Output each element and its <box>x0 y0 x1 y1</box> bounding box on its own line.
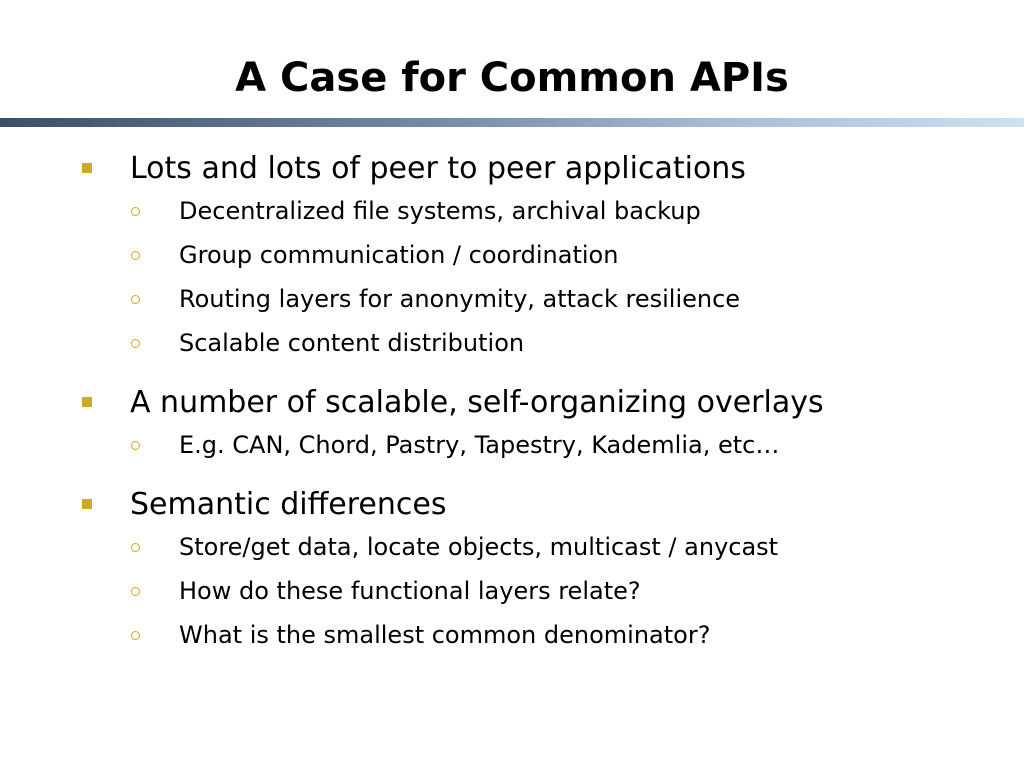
sub-bullet-item <box>0 572 1024 616</box>
circle-bullet-icon <box>131 587 140 596</box>
title-divider <box>0 118 1024 127</box>
square-bullet-icon <box>82 499 92 509</box>
square-bullet-icon <box>82 163 92 173</box>
bullet-item <box>0 144 1024 192</box>
sub-bullet-item <box>0 192 1024 236</box>
bullet-item <box>0 480 1024 528</box>
sub-bullet-text: Scalable content distribution <box>179 329 525 357</box>
bullet-text: Semantic differences <box>130 487 447 522</box>
sub-bullet-text: What is the smallest common denominator? <box>179 621 711 649</box>
sub-bullet-text: E.g. CAN, Chord, Pastry, Tapestry, Kademlia, etc… <box>179 431 780 459</box>
sub-bullet-item <box>0 426 1024 470</box>
bullet-item <box>0 378 1024 426</box>
circle-bullet-icon <box>131 339 140 348</box>
circle-bullet-icon <box>131 441 140 450</box>
sub-bullet-text: Routing layers for anonymity, attack resilience <box>179 285 741 313</box>
sub-bullet-item <box>0 616 1024 660</box>
sub-bullet-text: Store/get data, locate objects, multicast / anycast <box>179 533 779 561</box>
circle-bullet-icon <box>131 251 140 260</box>
sub-bullet-item <box>0 528 1024 572</box>
sub-bullet-text: How do these functional layers relate? <box>179 577 641 605</box>
circle-bullet-icon <box>131 543 140 552</box>
bullet-text: A number of scalable, self-organizing overlays <box>130 385 824 420</box>
sub-bullet-text: Decentralized file systems, archival backup <box>179 197 701 225</box>
circle-bullet-icon <box>131 295 140 304</box>
sub-bullet-text: Group communication / coordination <box>179 241 619 269</box>
bullet-list <box>0 140 1024 660</box>
bullet-text: Lots and lots of peer to peer applications <box>130 151 746 186</box>
circle-bullet-icon <box>131 207 140 216</box>
square-bullet-icon <box>82 397 92 407</box>
slide-title: A Case for Common APIs <box>235 55 789 101</box>
circle-bullet-icon <box>131 631 140 640</box>
sub-bullet-item <box>0 324 1024 368</box>
sub-bullet-item <box>0 280 1024 324</box>
sub-bullet-item <box>0 236 1024 280</box>
